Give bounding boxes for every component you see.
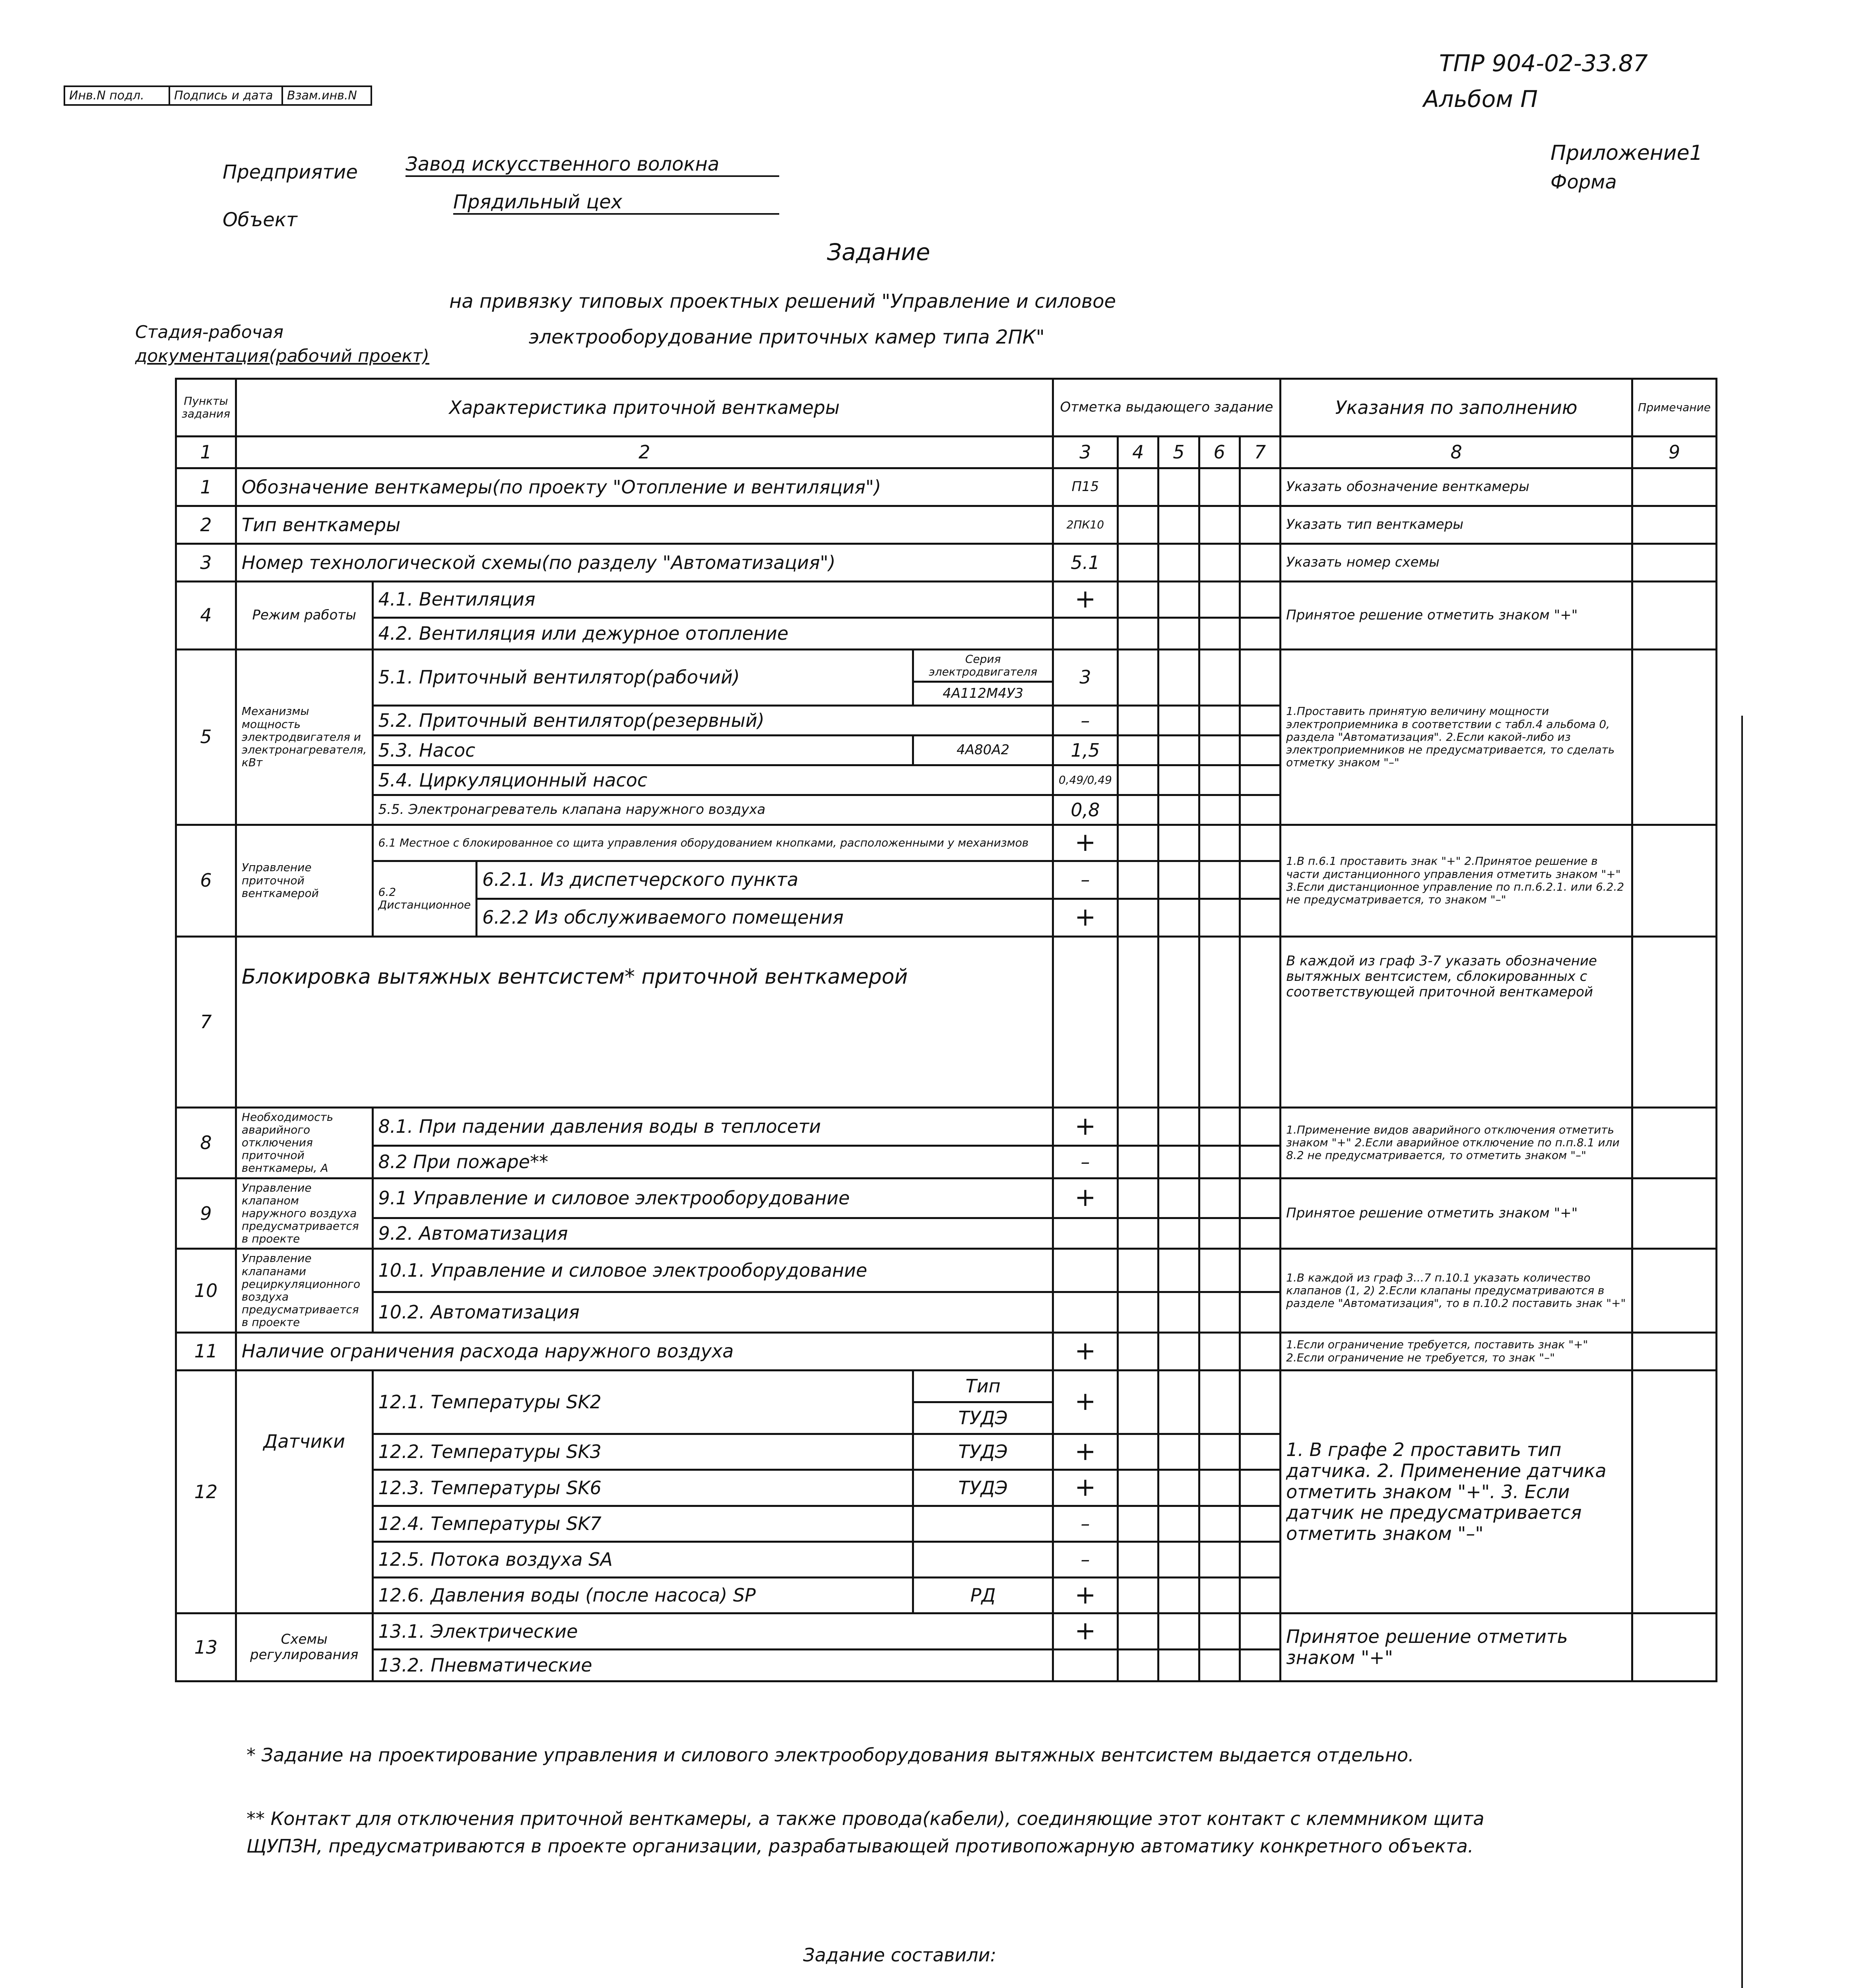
idx-9: 9 — [1632, 437, 1717, 468]
row12-num: 12 — [176, 1370, 236, 1613]
row12-type5 — [913, 1541, 1053, 1577]
idx-8: 8 — [1281, 437, 1632, 468]
row10-sub2: 10.2. Автоматизация — [373, 1292, 1053, 1332]
idx-6: 6 — [1199, 437, 1240, 468]
row9-sub1: 9.1 Управление и силовое электрооборудование — [373, 1178, 1053, 1218]
composed-title: Задание составили: — [803, 1944, 997, 1966]
row12-sub3: 12.3. Температуры SK6 — [373, 1470, 913, 1506]
row5-mark1: 3 — [1053, 649, 1118, 705]
form-label: Форма — [1550, 171, 1617, 193]
row1-mark: П15 — [1053, 468, 1118, 506]
row12-type1: ТУДЭ — [913, 1402, 1053, 1434]
idx-1: 1 — [176, 437, 236, 468]
object-value: Прядильный цех — [453, 191, 779, 215]
row5-num: 5 — [176, 649, 236, 825]
row12-mark5: – — [1053, 1541, 1118, 1577]
row12-mark3: + — [1053, 1470, 1118, 1506]
row12-type-label: Тип — [913, 1370, 1053, 1402]
row8-group: Необходимость аварийного отключения приточной венткамеры, А — [236, 1107, 373, 1178]
row12-sub1: 12.1. Температуры SK2 — [373, 1370, 913, 1434]
idx-2: 2 — [236, 437, 1053, 468]
stage-1: Стадия-рабочая — [135, 322, 284, 342]
main-table — [175, 378, 1717, 1682]
row13-sub1: 13.1. Электрические — [373, 1613, 1053, 1650]
row12-mark4: – — [1053, 1506, 1118, 1541]
row13-sub2: 13.2. Пневматические — [373, 1649, 1053, 1681]
row4-num: 4 — [176, 582, 236, 650]
row5-mark2: – — [1053, 705, 1118, 735]
appendix-label: Приложение1 — [1550, 141, 1703, 165]
row5-mark5: 0,8 — [1053, 795, 1118, 825]
idx-7: 7 — [1240, 437, 1280, 468]
tpr-code: ТПР 904-02-33.87 — [1439, 50, 1648, 77]
row12-mark6: + — [1053, 1577, 1118, 1613]
row11-mark: + — [1053, 1332, 1118, 1370]
row10-sub1: 10.1. Управление и силовое электрооборудование — [373, 1249, 1053, 1292]
subtitle-1: на привязку типовых проектных решений "Управление и силовое — [449, 290, 1116, 313]
row10-instr: 1.В каждой из граф 3...7 п.10.1 указать количество клапанов (1, 2) 2.Если клапаны предусматриваются в разделе "Автоматизация", то в п.10.2 поставить знак "+" — [1281, 1249, 1632, 1332]
row5-series-label: Серия электродвигателя — [913, 649, 1053, 681]
row3-mark: 5.1 — [1053, 544, 1118, 582]
row4-sub1: 4.1. Вентиляция — [373, 582, 1053, 618]
row6-sub1: 6.1 Местное с блокированное со щита управления оборудованием кнопками, расположенными у механизмов — [373, 825, 1053, 861]
row8-num: 8 — [176, 1107, 236, 1178]
row5-sub2: 5.2. Приточный вентилятор(резервный) — [373, 705, 1053, 735]
row3-instr: Указать номер схемы — [1281, 544, 1632, 582]
row2-instr: Указать тип венткамеры — [1281, 506, 1632, 544]
row5-sub5: 5.5. Электронагреватель клапана наружного воздуха — [373, 795, 1053, 825]
row3-text: Номер технологической схемы(по разделу "Автоматизация") — [236, 544, 1053, 582]
row10-mark1 — [1053, 1249, 1118, 1292]
row4-mark1: + — [1053, 582, 1118, 618]
row12-instr: 1. В графе 2 проставить тип датчика. 2. Применение датчика отметить знаком "+". 3. Если датчик не предусматривается отметить знаком "–" — [1281, 1370, 1632, 1613]
task-title: Задание — [827, 239, 930, 266]
row11-text: Наличие ограничения расхода наружного воздуха — [236, 1332, 1053, 1370]
row12-sub5: 12.5. Потока воздуха SA — [373, 1541, 913, 1577]
sign-cell: Подпись и дата — [169, 86, 282, 105]
row2-text: Тип венткамеры — [236, 506, 1053, 544]
row11-num: 11 — [176, 1332, 236, 1370]
row12-mark1: + — [1053, 1370, 1118, 1434]
row13-mark2 — [1053, 1649, 1118, 1681]
head-char: Характеристика приточной венткамеры — [236, 379, 1053, 437]
row6-dist: 6.2 Дистанционное — [373, 861, 477, 936]
row12-type2: ТУДЭ — [913, 1434, 1053, 1470]
row12-group: Датчики — [236, 1370, 373, 1613]
row11-instr: 1.Если ограничение требуется, поставить знак "+" 2.Если ограничение не требуется, то знак "–" — [1281, 1332, 1632, 1370]
row5-group: Механизмы мощность электродвигателя и электронагревателя, кВт — [236, 649, 373, 825]
row2-num: 2 — [176, 506, 236, 544]
top-stamp — [64, 85, 372, 106]
row6-instr: 1.В п.6.1 проставить знак "+" 2.Принятое решение в части дистанционного управления отметить знаком "+" 3.Если дистанционное управление по п.п.6.2.1. или 6.2.2 не предусматривается, то знаком "–" — [1281, 825, 1632, 936]
row5-mark4: 0,49/0,49 — [1053, 765, 1118, 795]
head-instr: Указания по заполнению — [1281, 379, 1632, 437]
idx-3: 3 — [1053, 437, 1118, 468]
idx-4: 4 — [1118, 437, 1158, 468]
head-num: Пункты задания — [176, 379, 236, 437]
row6-sub2: 6.2.1. Из диспетчерского пункта — [477, 861, 1053, 899]
row12-type4 — [913, 1506, 1053, 1541]
row13-group: Схемы регулирования — [236, 1613, 373, 1681]
note-2: ** Контакт для отключения приточной венткамеры, а также провода(кабели), соединяющие этот контакт с клеммником щита ЩУПЗН, предусматриваются в проекте организации, разрабатывающей противопожарную автоматику конкретного объекта. — [246, 1808, 1484, 1857]
row4-instr: Принятое решение отметить знаком "+" — [1281, 582, 1632, 650]
row9-group: Управление клапаном наружного воздуха предусматривается в проекте — [236, 1178, 373, 1249]
enterprise-label: Предприятие — [223, 161, 358, 183]
row12-sub2: 12.2. Температуры SK3 — [373, 1434, 913, 1470]
row7-text: Блокировка вытяжных вентсистем* приточной венткамерой — [236, 936, 1053, 1107]
enterprise-value: Завод искусственного волокна — [406, 153, 779, 177]
row3-num: 3 — [176, 544, 236, 582]
row1-text: Обозначение венткамеры(по проекту "Отопление и вентиляция") — [236, 468, 1053, 506]
row7-instr: В каждой из граф 3-7 указать обозначение вытяжных вентсистем, сблокированных с соответствующей приточной венткамерой — [1281, 936, 1632, 1107]
row13-instr: Принятое решение отметить знаком "+" — [1281, 1613, 1632, 1681]
replace-cell: Взам.инв.N — [282, 86, 371, 105]
idx-5: 5 — [1158, 437, 1199, 468]
row9-num: 9 — [176, 1178, 236, 1249]
row1-num: 1 — [176, 468, 236, 506]
row6-sub3: 6.2.2 Из обслуживаемого помещения — [477, 899, 1053, 936]
right-frame-line — [1741, 716, 1743, 1988]
row8-mark1: + — [1053, 1107, 1118, 1146]
row8-mark2: – — [1053, 1146, 1118, 1178]
row12-type3: ТУДЭ — [913, 1470, 1053, 1506]
row4-sub2: 4.2. Вентиляция или дежурное отопление — [373, 617, 1053, 649]
row6-num: 6 — [176, 825, 236, 936]
row13-mark1: + — [1053, 1613, 1118, 1650]
inv-cell: Инв.N подл. — [64, 86, 169, 105]
row5-sub1: 5.1. Приточный вентилятор(рабочий) — [373, 649, 913, 705]
row12-mark2: + — [1053, 1434, 1118, 1470]
row8-instr: 1.Применение видов аварийного отключения отметить знаком "+" 2.Если аварийное отключение по п.п.8.1 или 8.2 не предусматривается, то отметить знаком "–" — [1281, 1107, 1632, 1178]
row4-group: Режим работы — [236, 582, 373, 650]
row5-instr: 1.Проставить принятую величину мощности электроприемника в соответствии с табл.4 альбома 0, раздела "Автоматизация". 2.Если какой-либо из электроприемников не предусматривается, то сделать отметку знаком "–" — [1281, 649, 1632, 825]
row5-series3: 4А80А2 — [913, 735, 1053, 765]
row9-mark2 — [1053, 1218, 1118, 1249]
row4-mark2 — [1053, 617, 1118, 649]
row2-mark: 2ПК10 — [1053, 506, 1118, 544]
row6-mark3: + — [1053, 899, 1118, 936]
row12-sub4: 12.4. Температуры SK7 — [373, 1506, 913, 1541]
row10-group: Управление клапанами рециркуляционного воздуха предусматривается в проекте — [236, 1249, 373, 1332]
note-1: * Задание на проектирование управления и силового электрооборудования вытяжных вентсистем выдается отдельно. — [246, 1744, 1414, 1766]
row5-mark3: 1,5 — [1053, 735, 1118, 765]
row5-sub4: 5.4. Циркуляционный насос — [373, 765, 1053, 795]
row13-num: 13 — [176, 1613, 236, 1681]
head-note: Примечание — [1632, 379, 1717, 437]
row5-series1: 4А112М4У3 — [913, 681, 1053, 705]
head-mark: Отметка выдающего задание — [1053, 379, 1280, 437]
object-label: Объект — [223, 209, 297, 231]
row9-instr: Принятое решение отметить знаком "+" — [1281, 1178, 1632, 1249]
row8-sub1: 8.1. При падении давления воды в теплосети — [373, 1107, 1053, 1146]
row9-sub2: 9.2. Автоматизация — [373, 1218, 1053, 1249]
row10-mark2 — [1053, 1292, 1118, 1332]
row10-num: 10 — [176, 1249, 236, 1332]
subtitle-2: электрооборудование приточных камер типа 2ПК" — [529, 326, 1045, 348]
row7-num: 7 — [176, 936, 236, 1107]
row6-mark2: – — [1053, 861, 1118, 899]
row5-sub3: 5.3. Насос — [373, 735, 913, 765]
row8-sub2: 8.2 При пожаре** — [373, 1146, 1053, 1178]
row9-mark1: + — [1053, 1178, 1118, 1218]
row6-group: Управление приточной венткамерой — [236, 825, 373, 936]
row6-mark1: + — [1053, 825, 1118, 861]
row1-instr: Указать обозначение венткамеры — [1281, 468, 1632, 506]
row12-sub6: 12.6. Давления воды (после насоса) SP — [373, 1577, 913, 1613]
stage-2: документация(рабочий проект) — [135, 346, 429, 366]
row12-type6: РД — [913, 1577, 1053, 1613]
album-label: Альбом П — [1423, 85, 1538, 113]
